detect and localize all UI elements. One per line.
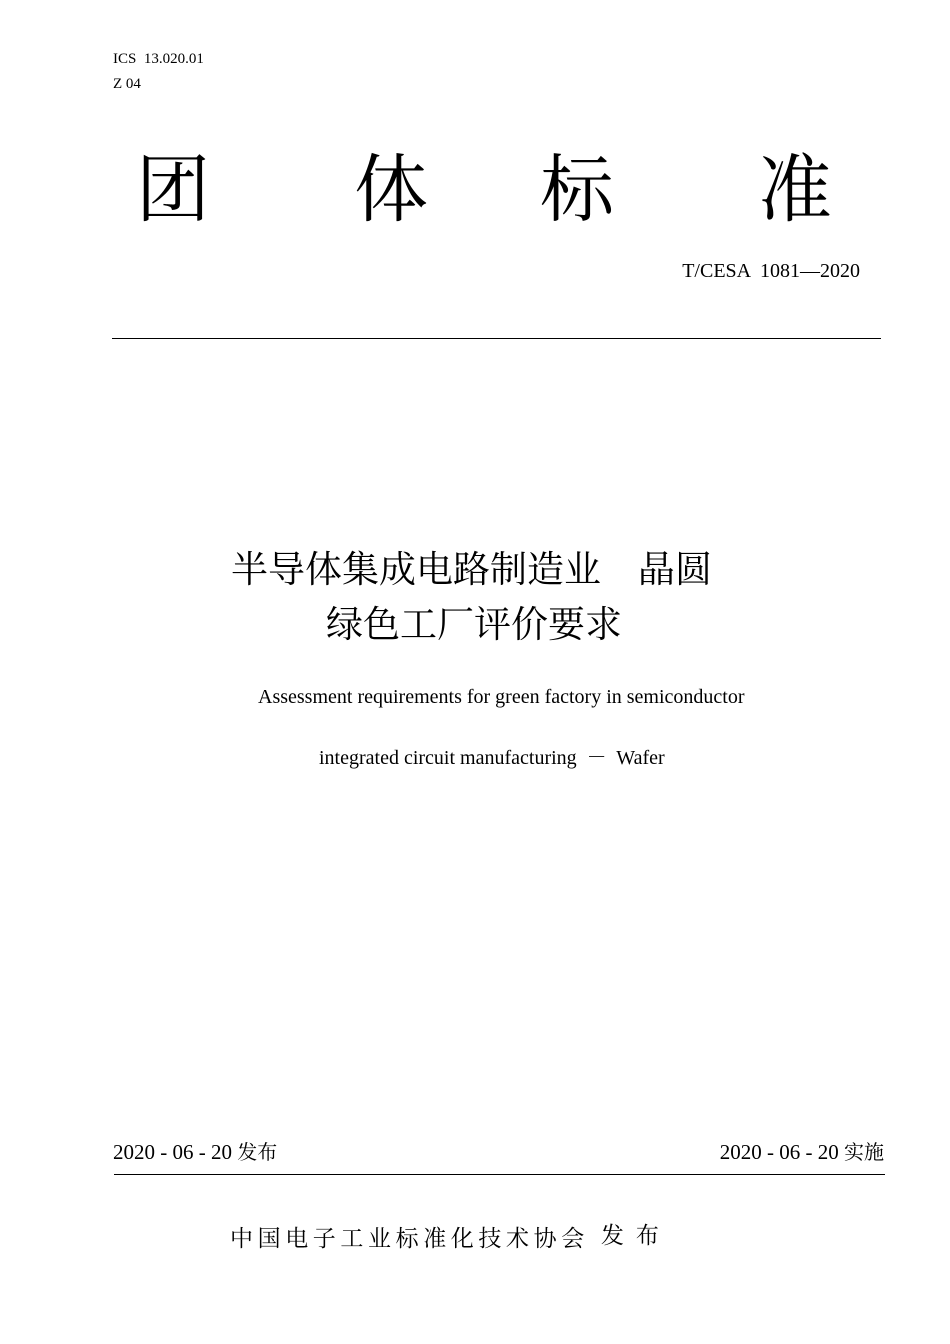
ics-code: ICS 13.020.01 <box>113 51 204 67</box>
chinese-title-line-2: 绿色工厂评价要求 <box>326 603 622 646</box>
english-title-line-1: Assessment requirements for green factory in semiconductor <box>258 686 745 708</box>
standard-number: T/CESA 1081—2020 <box>682 260 860 282</box>
publish-date-label: 发布 <box>237 1140 278 1164</box>
standard-type-char-2: 体 <box>354 147 428 233</box>
publisher <box>230 1224 671 1254</box>
standard-type-char-3: 标 <box>540 147 614 233</box>
publish-date-value: 2020 - 06 - 20 <box>113 1140 238 1164</box>
standard-type-char-1: 团 <box>136 147 210 233</box>
implement-date-value: 2020 - 06 - 20 <box>719 1140 844 1164</box>
ccs-code: Z 04 <box>113 76 141 92</box>
top-divider <box>112 338 881 339</box>
implement-date <box>720 1139 884 1165</box>
publisher-action: 发布 <box>600 1223 671 1249</box>
publisher-name: 中国电子工业标准化技术协会 <box>230 1226 589 1252</box>
chinese-title-line-1: 半导体集成电路制造业 晶圆 <box>231 548 712 591</box>
publish-date <box>113 1139 277 1165</box>
bottom-divider <box>114 1174 885 1175</box>
standard-type-char-4: 准 <box>758 147 832 233</box>
implement-date-label: 实施 <box>844 1140 884 1164</box>
english-title-line-2: integrated circuit manufacturing － Wafer <box>319 747 665 769</box>
